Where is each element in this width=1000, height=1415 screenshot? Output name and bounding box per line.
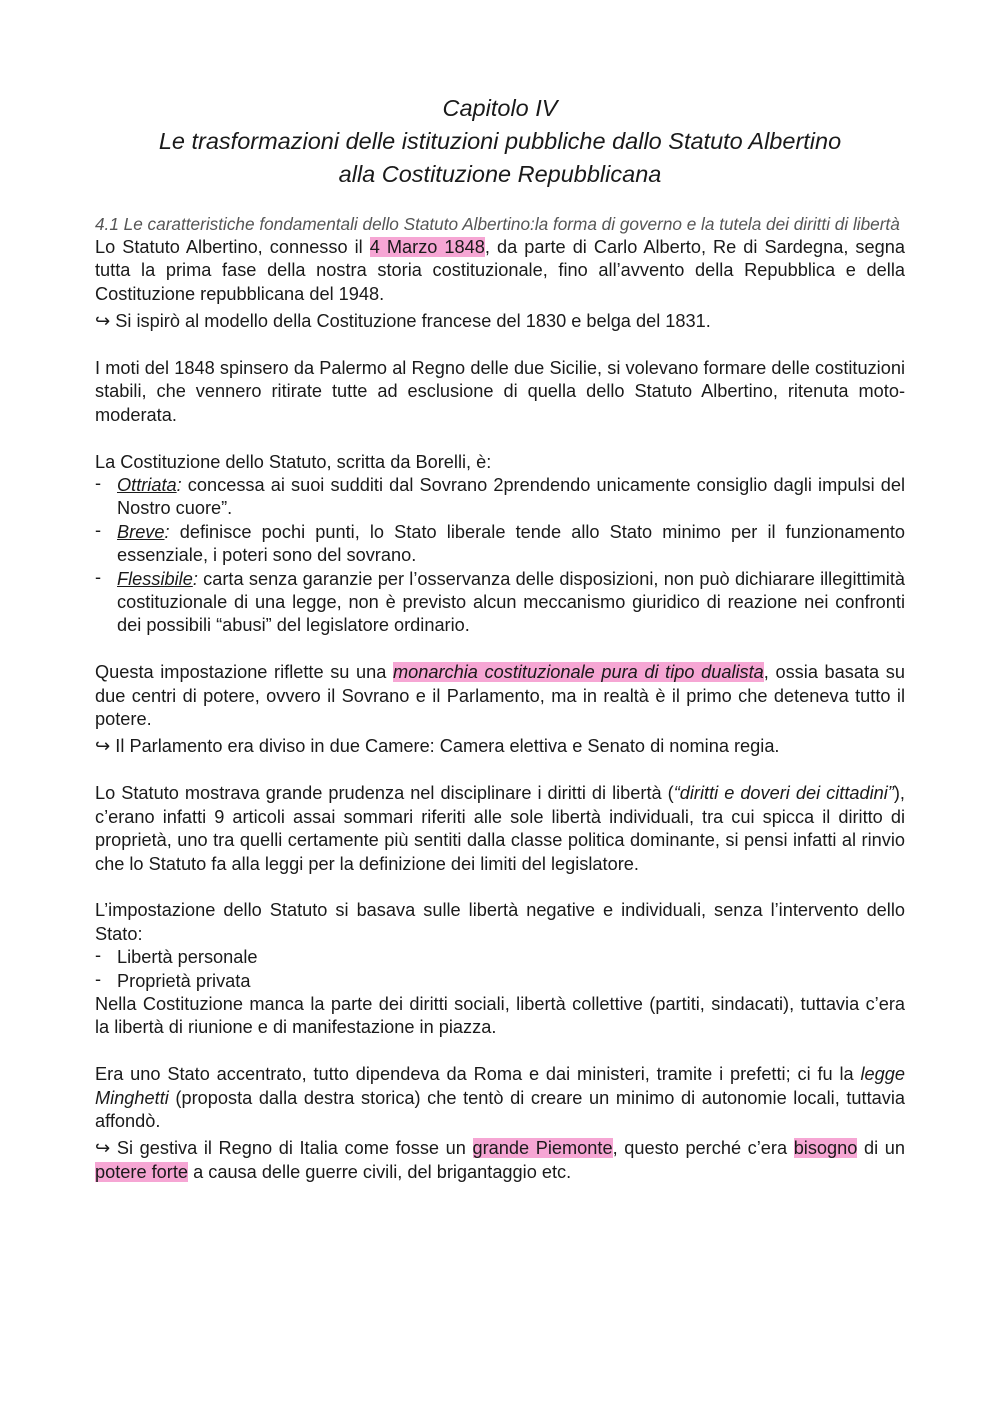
paragraph-monarchia — [95, 661, 905, 731]
text-run: Proprietà privata — [117, 970, 251, 991]
term-ottriata: Ottriata — [117, 475, 177, 496]
dash-bullet: - — [95, 566, 102, 587]
term-breve: Breve — [117, 521, 165, 542]
text-run: a causa delle guerre civili, del brigantaggio etc. — [188, 1161, 572, 1182]
paragraph-liberta-negative: L’impostazione dello Statuto si basava sulle libertà negative e individuali, senza l’intervento dello Stato: — [95, 900, 905, 944]
chapter-title-line-1: Le trasformazioni delle istituzioni pubbliche dallo Statuto Albertino — [158, 128, 842, 154]
highlight-grande-piemonte: grande Piemonte — [472, 1138, 613, 1159]
chapter-title — [95, 92, 905, 191]
arrow-note-costituzione-francese: ↪ Si ispirò al modello della Costituzione francese del 1830 e belga del 1831. — [95, 311, 711, 332]
document-body — [95, 212, 905, 1184]
italic-quote: “diritti e doveri dei cittadini” — [673, 783, 894, 804]
arrow-note-grande-piemonte — [95, 1137, 905, 1184]
paragraph-stato-accentrato — [95, 1063, 905, 1133]
chapter-number: Capitolo IV — [442, 95, 558, 121]
colon: : — [164, 521, 170, 542]
text-run: , da parte di Carlo Alberto, Re di Sardegna, segna tutta la prima fase della nostra storia costituzionale, fino all’avvento della Repubblica e della Costituzione repubblicana del 1948. — [95, 237, 905, 304]
text-run: , ossia basata su due centri di potere, ovvero il Sovrano e il Parlamento, ma in realtà è il primo che deteneva tutto il potere. — [95, 662, 905, 730]
highlight-bisogno: bisogno — [793, 1138, 858, 1159]
highlight-monarchia: monarchia costituzionale pura di tipo dualista — [393, 662, 764, 683]
text-run: ↪ Si gestiva il Regno di Italia come fosse un — [95, 1138, 473, 1159]
text-run: , questo perché c’era — [612, 1138, 794, 1159]
dash-bullet: - — [95, 519, 102, 540]
text-run: carta senza garanzie per l’osservanza delle disposizioni, non può dichiarare illegittimità costituzionale di una legge, non è previsto alcun meccanismo giuridico di reazione nei confronti dei possibili “abusi” del legislatore ordinario. — [117, 568, 905, 636]
text-run: definisce pochi punti, lo Stato liberale tende allo Stato minimo per il funzionamento essenziale, i poteri sono del sovrano. — [117, 521, 905, 566]
list-item — [95, 474, 905, 521]
paragraph-costituzione-intro: La Costituzione dello Statuto, scritta da Borelli, è: — [95, 451, 492, 472]
arrow-note-parlamento: ↪ Il Parlamento era diviso in due Camere: Camera elettiva e Senato di nomina regia. — [95, 736, 780, 757]
chapter-title-line-2: alla Costituzione Repubblicana — [338, 161, 662, 187]
text-run: Libertà personale — [117, 947, 258, 968]
text-run: Questa impostazione riflette su una — [95, 662, 393, 683]
text-run: Lo Statuto Albertino, connesso il — [95, 237, 370, 257]
highlight-date: 4 Marzo 1848 — [369, 237, 485, 257]
dash-bullet: - — [95, 473, 102, 494]
paragraph-diritti-sociali: Nella Costituzione manca la parte dei diritti sociali, libertà collettive (partiti, sindacati), tuttavia c’era la libertà di riunione e di manifestazione in piazza. — [95, 993, 905, 1038]
text-run: Era uno Stato accentrato, tutto dipendeva da Roma e dai ministeri, tramite i prefetti; ci fu la — [95, 1064, 861, 1085]
liberta-list — [95, 946, 905, 993]
text-run: ), c’erano infatti 9 articoli assai sommari riferiti alle sole libertà individuali, tra cui spicca il diritto di proprietà, uno tra quelli certamente più sentiti dalla classe politica dominante, si pensi infatti al rinvio che lo Statuto fa alla leggi per la definizione dei limiti del legislatore. — [95, 783, 905, 874]
colon: : — [192, 568, 198, 589]
paragraph-prudenza — [95, 782, 905, 876]
italic-legge-minghetti: legge Minghetti — [95, 1064, 905, 1108]
section-heading: 4.1 Le caratteristiche fondamentali dello Statuto Albertino:la forma di governo e la tutela dei diritti di libertà — [95, 214, 900, 234]
paragraph-moti-1848: I moti del 1848 spinsero da Palermo al Regno delle due Sicilie, si volevano formare delle costituzioni stabili, che vennero ritirate tutte ad esclusione di quella dello Statuto Albertino, ritenuta moto-moderata. — [95, 358, 905, 425]
characteristics-list — [95, 474, 905, 638]
dash-bullet: - — [95, 945, 102, 966]
colon: : — [176, 475, 182, 496]
list-item — [95, 568, 905, 638]
text-run: concessa ai suoi sudditi dal Sovrano 2prendendo unicamente consiglio dagli impulsi del Nostro cuore”. — [117, 475, 905, 519]
list-item — [95, 946, 905, 969]
text-run: di un — [857, 1138, 905, 1159]
text-run: (proposta dalla destra storica) che tentò di creare un minimo di autonomie locali, tuttavia affondò. — [95, 1087, 905, 1131]
paragraph-statuto-intro — [95, 236, 905, 306]
highlight-potere-forte: potere forte — [95, 1161, 189, 1182]
term-flessibile: Flessibile — [117, 568, 193, 589]
text-run: Lo Statuto mostrava grande prudenza nel disciplinare i diritti di libertà ( — [95, 783, 674, 804]
dash-bullet: - — [95, 968, 102, 989]
list-item — [95, 521, 905, 568]
list-item — [95, 970, 905, 993]
